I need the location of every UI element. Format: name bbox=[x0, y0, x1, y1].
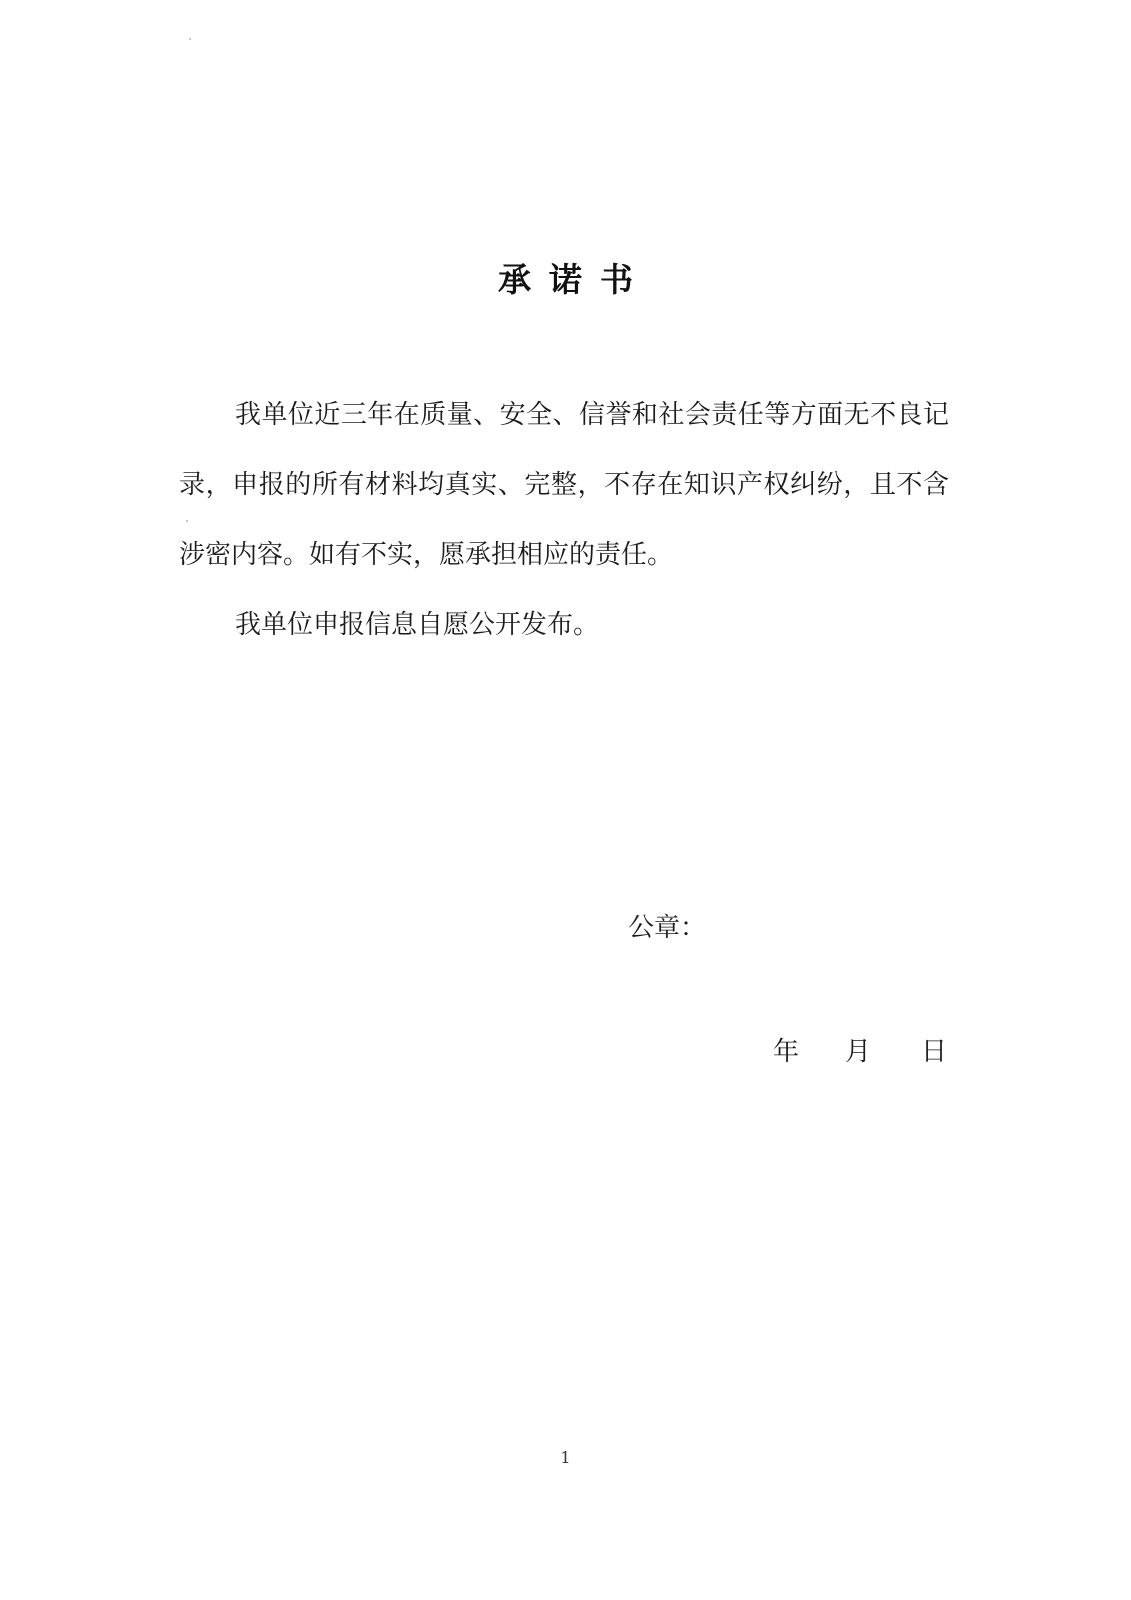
date-day-label: 日 bbox=[921, 1037, 948, 1067]
scan-speck bbox=[189, 38, 191, 40]
date-year-label: 年 bbox=[773, 1037, 800, 1067]
paragraph-text: 我单位近三年在质量、安全、信誉和社会责任等方面无不良记录，申报的所有材料均真实、完整，不存在知识产权纠纷，且不含涉密内容。如有不实，愿承担相应的责任。 bbox=[179, 400, 949, 570]
paragraph-text: 我单位申报信息自愿公开发布。 bbox=[235, 610, 600, 640]
document-title: 承诺书 bbox=[498, 260, 651, 299]
date-month-label: 月 bbox=[845, 1037, 872, 1067]
commitment-paragraph bbox=[179, 380, 949, 590]
page-number: 1 bbox=[560, 1448, 571, 1467]
official-seal-label: 公章： bbox=[628, 913, 707, 943]
disclosure-paragraph bbox=[179, 590, 949, 660]
